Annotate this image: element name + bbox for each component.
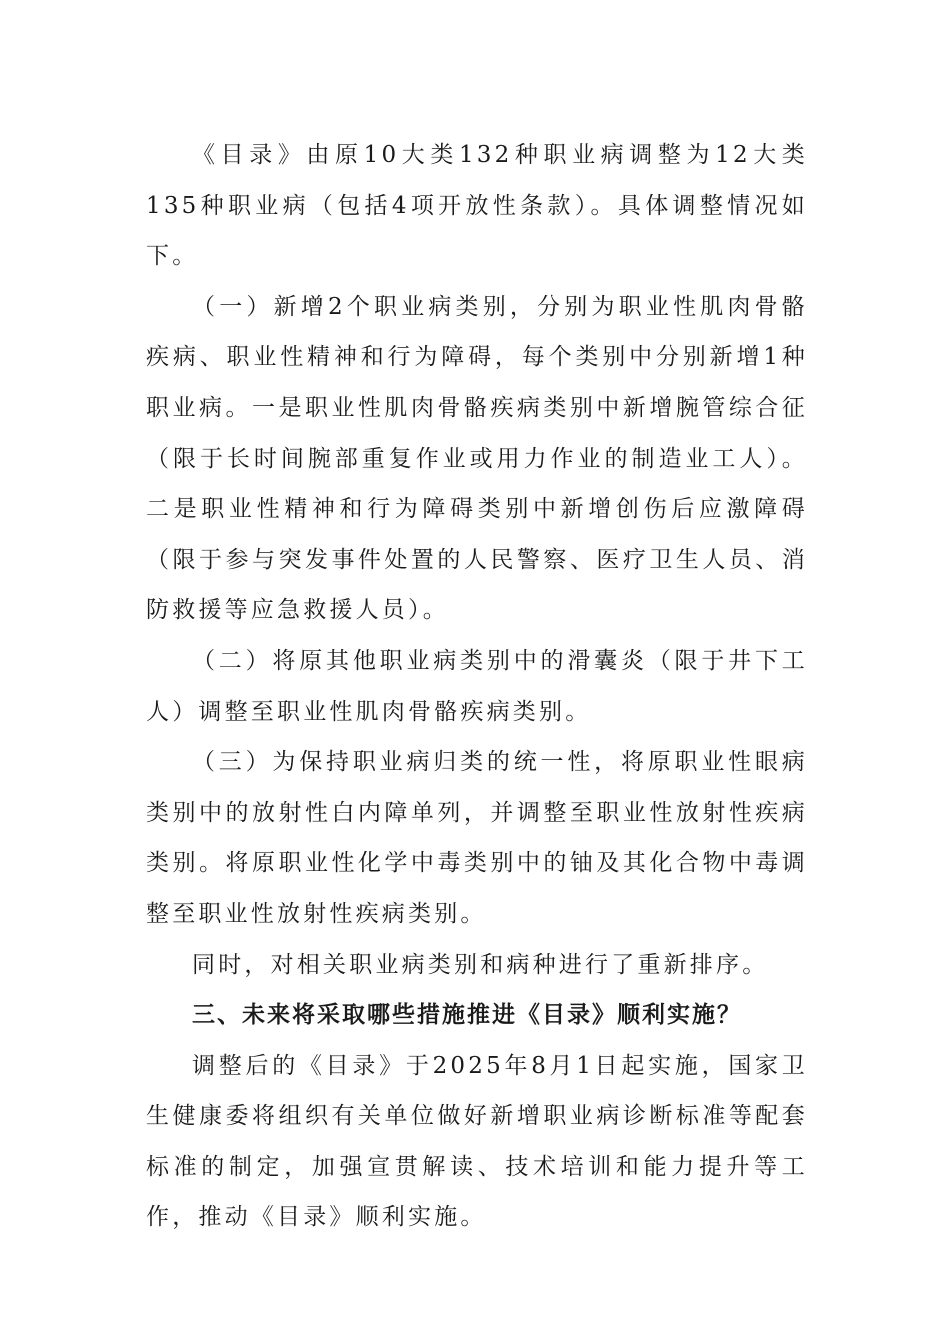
document-body (146, 130, 808, 1243)
section-heading-3: 三、未来将采取哪些措施推进《目录》顺利实施？ (192, 1002, 742, 1029)
paragraph-reordering: 同时，对相关职业病类别和病种进行了重新排序。 (192, 951, 769, 978)
paragraph-implementation: 调整后的《目录》于2025年8月1日起实施，国家卫生健康委将组织有关单位做好新增职业病诊断标准等配套标准的制定，加强宣贯解读、技术培训和能力提升等工作，推动《目录》顺利实施。 (146, 1052, 808, 1231)
paragraph-new-categories: （一）新增2个职业病类别，分别为职业性肌肉骨骼疾病、职业性精神和行为障碍，每个类别中分别新增1种职业病。一是职业性肌肉骨骼疾病类别中新增腕管综合征（限于长时间腕部重复作业或用力作业的制造业工人）。二是职业性精神和行为障碍类别中新增创伤后应激障碍（限于参与突发事件处置的人民警察、医疗卫生人员、消防救援等应急救援人员）。 (146, 293, 808, 624)
paragraph-radiation-adjustment: （三）为保持职业病归类的统一性，将原职业性眼病类别中的放射性白内障单列，并调整至职业性放射性疾病类别。将原职业性化学中毒类别中的铀及其化合物中毒调整至职业性放射性疾病类别。 (146, 749, 808, 927)
paragraph-bursitis-adjustment: （二）将原其他职业病类别中的滑囊炎（限于井下工人）调整至职业性肌肉骨骼疾病类别。 (146, 647, 808, 725)
paragraph-catalog-summary: 《目录》由原10大类132种职业病调整为12大类135种职业病（包括4项开放性条款）。具体调整情况如下。 (146, 142, 808, 270)
